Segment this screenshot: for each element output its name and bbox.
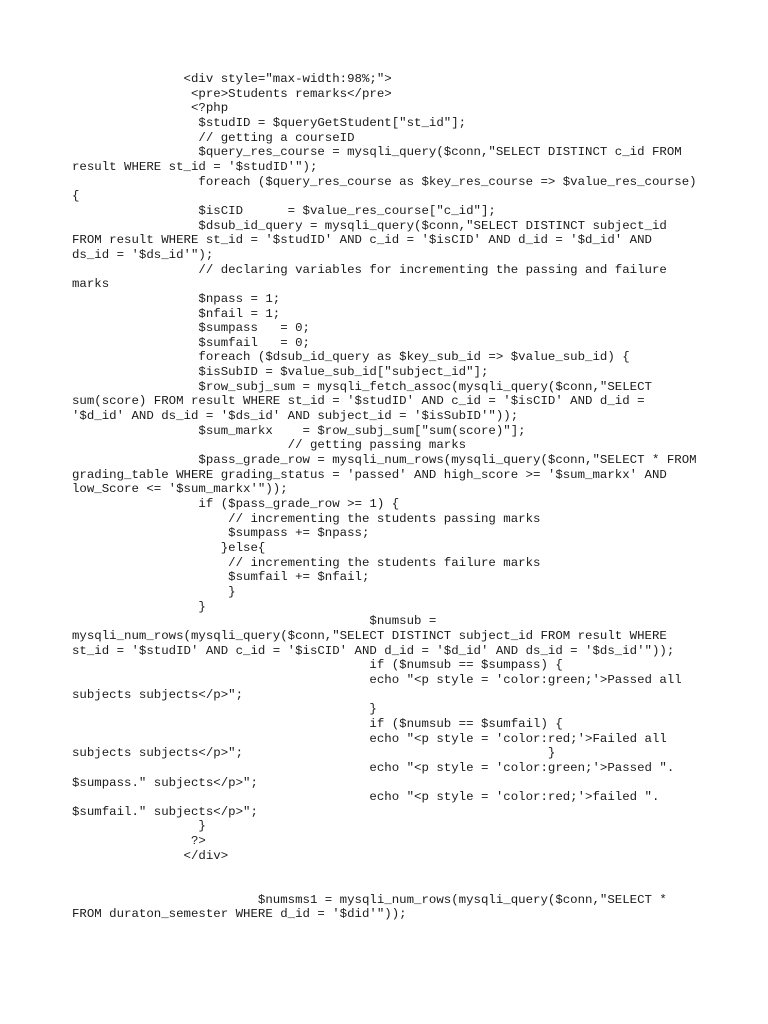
code-line: low_Score <= '$sum_markx'"));	[72, 482, 288, 497]
code-line: $pass_grade_row = mysqli_num_rows(mysqli_query($conn,"SELECT * FROM	[72, 453, 697, 468]
code-line: $isSubID = $value_sub_id["subject_id"];	[72, 365, 489, 380]
code-line: FROM duraton_semester WHERE d_id = '$did'"));	[72, 907, 407, 922]
code-line: $studID = $queryGetStudent["st_id"];	[72, 115, 467, 130]
code-line: }	[72, 584, 236, 599]
code-line: mysqli_num_rows(mysqli_query($conn,"SELECT DISTINCT subject_id FROM result WHERE	[72, 628, 667, 643]
code-line: // getting a courseID	[72, 130, 355, 145]
code-listing	[72, 72, 702, 922]
code-line: if ($pass_grade_row >= 1) {	[72, 497, 400, 512]
code-line: ?>	[72, 834, 206, 849]
code-line: $sumpass = 0;	[72, 321, 310, 336]
code-line: $sumfail += $nfail;	[72, 570, 370, 585]
code-line: <?php	[72, 101, 229, 116]
code-line: echo "<p style = 'color:red;'>Failed all	[72, 731, 667, 746]
code-line: if ($numsub == $sumpass) {	[72, 658, 563, 673]
code-line: // incrementing the students failure marks	[72, 555, 541, 570]
code-line: $npass = 1;	[72, 291, 281, 306]
code-line: subjects subjects</p>";	[72, 687, 244, 702]
code-line: echo "<p style = 'color:red;'>failed ".	[72, 790, 660, 805]
code-line: sum(score) FROM result WHERE st_id = '$studID' AND c_id = '$isCID' AND d_id =	[72, 394, 645, 409]
code-line: </div>	[72, 848, 229, 863]
code-line: FROM result WHERE st_id = '$studID' AND c_id = '$isCID' AND d_id = '$d_id' AND	[72, 233, 652, 248]
code-line: foreach ($query_res_course as $key_res_course => $value_res_course)	[72, 174, 697, 189]
code-line: $sumpass." subjects</p>";	[72, 775, 258, 790]
code-line: // incrementing the students passing marks	[72, 511, 541, 526]
code-line: {	[72, 189, 80, 204]
code-line: $sumfail = 0;	[72, 335, 310, 350]
code-line	[72, 863, 702, 878]
code-line: <div style="max-width:98%;">	[72, 72, 392, 86]
code-line: }else{	[72, 541, 266, 555]
code-line: subjects subjects</p>"; }	[72, 746, 556, 761]
code-line: foreach ($dsub_id_query as $key_sub_id => $value_sub_id) {	[72, 350, 630, 365]
code-line: '$d_id' AND ds_id = '$ds_id' AND subject_id = '$isSubID'"));	[72, 409, 519, 424]
code-line: <pre>Students remarks</pre>	[72, 86, 392, 101]
code-line: // getting passing marks	[72, 438, 467, 453]
code-line: $isCID = $value_res_course["c_id"];	[72, 203, 496, 218]
code-line: $row_subj_sum = mysqli_fetch_assoc(mysqli_query($conn,"SELECT	[72, 379, 652, 394]
code-line: marks	[72, 277, 110, 292]
code-line: st_id = '$studID' AND c_id = '$isCID' AND d_id = '$d_id' AND ds_id = '$ds_id'"));	[72, 643, 675, 658]
code-line: // declaring variables for incrementing the passing and failure	[72, 262, 667, 277]
code-line: result WHERE st_id = '$studID'");	[72, 159, 318, 174]
code-line: grading_table WHERE grading_status = 'passed' AND high_score >= '$sum_markx' AND	[72, 467, 667, 482]
code-line: ds_id = '$ds_id'");	[72, 247, 214, 262]
code-line: $query_res_course = mysqli_query($conn,"SELECT DISTINCT c_id FROM	[72, 145, 682, 160]
code-line: $dsub_id_query = mysqli_query($conn,"SELECT DISTINCT subject_id	[72, 218, 667, 233]
code-line: echo "<p style = 'color:green;'>Passed all	[72, 672, 682, 687]
code-line: }	[72, 702, 377, 717]
code-line: }	[72, 599, 206, 614]
code-line	[72, 878, 702, 893]
code-line: echo "<p style = 'color:green;'>Passed ".	[72, 760, 675, 775]
code-line: $numsub =	[72, 614, 437, 629]
code-line: $sumfail." subjects</p>";	[72, 804, 258, 819]
code-line: $sumpass += $npass;	[72, 526, 370, 541]
code-line: if ($numsub == $sumfail) {	[72, 716, 563, 731]
code-line: $sum_markx = $row_subj_sum["sum(score)"];	[72, 423, 526, 438]
code-line: $nfail = 1;	[72, 306, 281, 321]
code-line: }	[72, 819, 206, 834]
code-line: $numsms1 = mysqli_num_rows(mysqli_query($conn,"SELECT *	[72, 892, 667, 907]
